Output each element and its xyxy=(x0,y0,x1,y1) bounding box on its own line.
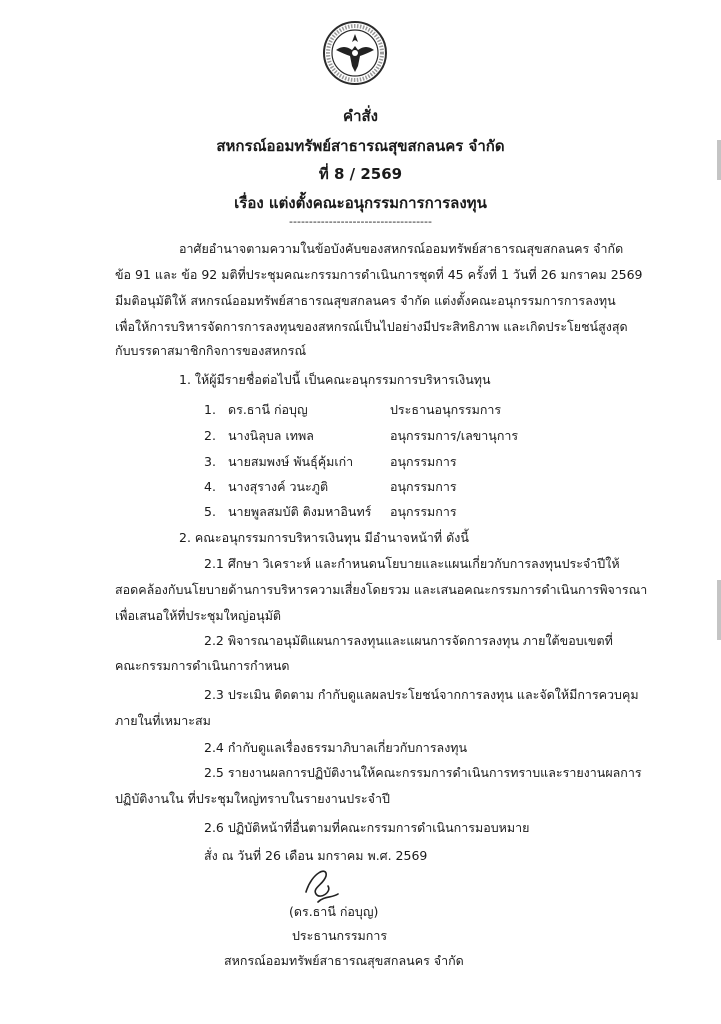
member-role: อนุกรรมการ/เลขานุการ xyxy=(390,428,519,443)
member-number: 2. xyxy=(204,428,216,443)
duty-line: 2.2 พิจารณาอนุมัติแผนการลงทุนและแผนการจัดการลงทุน ภายใต้ขอบเขตที่ xyxy=(204,633,613,648)
duty-line: เพื่อเสนอให้ที่ประชุมใหญ่อนุมัติ xyxy=(115,608,282,623)
member-name: นายสมพงษ์ พันธุ์คุ้มเก่า xyxy=(228,454,354,469)
duty-line: 2.1 ศึกษา วิเคราะห์ และกำหนดนโยบายและแผนเกี่ยวกับการลงทุนประจำปีให้ xyxy=(204,556,620,571)
duty-line: คณะกรรมการดำเนินการกำหนด xyxy=(115,658,290,673)
scan-edge-mark xyxy=(717,140,721,180)
duty-line: 2.5 รายงานผลการปฏิบัติงานให้คณะกรรมการดำเนินการทราบและรายงานผลการ xyxy=(204,765,642,780)
duty-line: ภายในที่เหมาะสม xyxy=(115,713,211,728)
member-role: อนุกรรมการ xyxy=(390,479,457,494)
member-number: 1. xyxy=(204,402,216,417)
separator-line: ------------------------------------ xyxy=(289,215,432,228)
member-number: 3. xyxy=(204,454,216,469)
signer-organization: สหกรณ์ออมทรัพย์สาธารณสุขสกลนคร จำกัด xyxy=(224,953,464,968)
duty-line: 2.3 ประเมิน ติดตาม กำกับดูแลผลประโยชน์จากการลงทุน และจัดให้มีการควบคุม xyxy=(204,687,639,702)
preamble-line: อาศัยอำนาจตามความในข้อบังคับของสหกรณ์ออมทรัพย์สาธารณสุขสกลนคร จำกัด xyxy=(179,241,624,256)
member-role: อนุกรรมการ xyxy=(390,454,457,469)
organization-name: สหกรณ์ออมทรัพย์สาธารณสุขสกลนคร จำกัด xyxy=(216,137,505,155)
preamble-line: กับบรรดาสมาชิกกิจการของสหกรณ์ xyxy=(115,343,307,358)
duty-line: 2.4 กำกับดูแลเรื่องธรรมาภิบาลเกี่ยวกับการลงทุน xyxy=(204,740,468,755)
member-name: ดร.ธานี ก่อบุญ xyxy=(228,402,308,417)
preamble-line: มีมติอนุมัติให้ สหกรณ์ออมทรัพย์สาธารณสุขสกลนคร จำกัด แต่งตั้งคณะอนุกรรมการการลงทุน xyxy=(115,293,616,308)
section-2-heading: 2. คณะอนุกรรมการบริหารเงินทุน มีอำนาจหน้าที่ ดังนี้ xyxy=(179,530,469,545)
member-name: นายพูลสมบัติ ติงมหาอินทร์ xyxy=(228,504,372,519)
signature-icon xyxy=(298,862,346,906)
duty-line: ปฏิบัติงานใน ที่ประชุมใหญ่ทราบในรายงานประจำปี xyxy=(115,791,390,806)
section-1-heading: 1. ให้ผู้มีรายชื่อต่อไปนี้ เป็นคณะอนุกรรมการบริหารเงินทุน xyxy=(179,372,491,387)
order-number: ที่ 8 / 2569 xyxy=(318,165,403,183)
signer-name: (ดร.ธานี ก่อบุญ) xyxy=(289,904,379,919)
duty-line: สอดคล้องกับนโยบายด้านการบริหารความเสี่ยงโดยรวม และเสนอคณะกรรมการดำเนินการพิจารณา xyxy=(115,582,648,597)
member-role: อนุกรรมการ xyxy=(390,504,457,519)
member-number: 5. xyxy=(204,504,216,519)
member-name: นางนิลุบล เทพล xyxy=(228,428,314,443)
member-number: 4. xyxy=(204,479,216,494)
signer-title: ประธานกรรมการ xyxy=(292,928,388,943)
order-subject: เรื่อง แต่งตั้งคณะอนุกรรมการการลงทุน xyxy=(234,194,487,212)
preamble-line: ข้อ 91 และ ข้อ 92 มติที่ประชุมคณะกรรมการดำเนินการชุดที่ 45 ครั้งที่ 1 วันที่ 26 มกราคม 2569 xyxy=(115,267,643,282)
cooperative-seal-icon xyxy=(322,20,388,86)
order-date: สั่ง ณ วันที่ 26 เดือน มกราคม พ.ศ. 2569 xyxy=(204,848,428,863)
duty-line: 2.6 ปฏิบัติหน้าที่อื่นตามที่คณะกรรมการดำเนินการมอบหมาย xyxy=(204,820,530,835)
member-name: นางสุรางค์ วนะภูติ xyxy=(228,479,329,494)
member-role: ประธานอนุกรรมการ xyxy=(390,402,502,417)
order-label: คำสั่ง xyxy=(343,107,378,125)
scan-edge-mark xyxy=(717,580,721,640)
preamble-line: เพื่อให้การบริหารจัดการการลงทุนของสหกรณ์เป็นไปอย่างมีประสิทธิภาพ และเกิดประโยชน์สูงสุด xyxy=(115,319,628,334)
